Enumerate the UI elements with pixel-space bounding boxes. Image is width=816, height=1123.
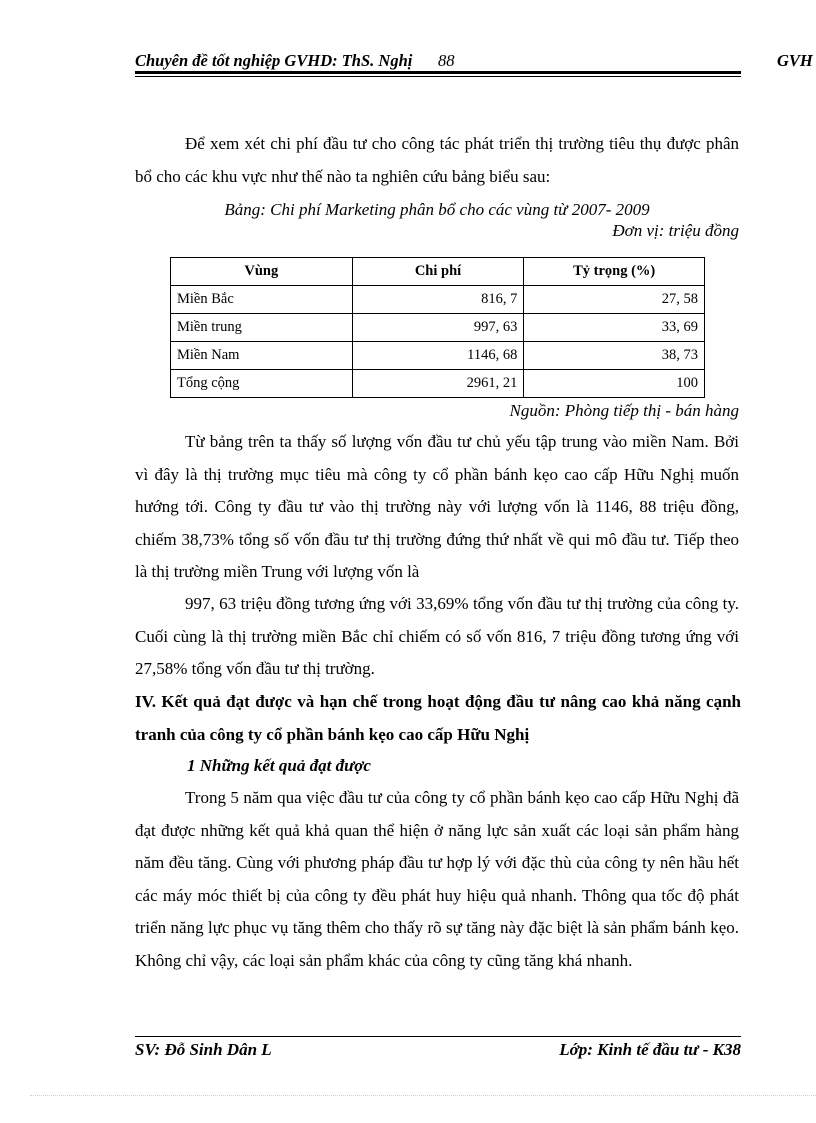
share-cell: 100 [524,370,705,398]
footer-rule [135,1036,741,1037]
results-paragraph [135,782,739,977]
marketing-cost-table [170,257,705,398]
share-cell: 33, 69 [524,314,705,342]
table-row [171,286,705,314]
region-cell: Miền Nam [171,342,353,370]
intro-paragraph [135,128,739,193]
column-header: Tỷ trọng (%) [524,258,705,286]
column-header: Chi phí [352,258,524,286]
cost-cell: 997, 63 [352,314,524,342]
header-rule-thick [135,71,741,74]
footer-class: Lớp: Kinh tế đầu tư - K38 [559,1040,741,1059]
share-cell: 38, 73 [524,342,705,370]
header-right-text: GVH [777,51,813,70]
analysis-text-2: 997, 63 triệu đồng tương ứng với 33,69% tổng vốn đầu tư thị trường của công ty. Cuối cùng là thị trường miền Bắc chỉ chiếm có số vốn 816, 7 triệu đồng tương ứng với 27,58% tổng vốn đầu tư thị trường. [135,594,739,678]
table-source: Nguồn: Phòng tiếp thị - bán hàng [509,401,739,420]
region-cell: Tổng cộng [171,370,353,398]
intro-text: Để xem xét chi phí đầu tư cho công tác phát triển thị trường tiêu thụ được phân bổ cho các khu vực như thế nào ta nghiên cứu bảng biểu sau: [135,134,739,186]
region-cell: Miền Bắc [171,286,353,314]
table-unit: Đơn vị: triệu đồng [612,221,739,240]
header-rule-thin [135,76,741,77]
page-number: 88 [438,51,455,70]
analysis-paragraph-2 [135,588,739,686]
section-heading: IV. Kết quả đạt được và hạn chế trong hoạt động đầu tư nâng cao khả năng cạnh tranh của công ty cổ phần bánh kẹo cao cấp Hữu Nghị [135,692,741,744]
cost-cell: 1146, 68 [352,342,524,370]
table-total-row [171,370,705,398]
page-bottom-divider [30,1095,816,1096]
share-cell: 27, 58 [524,286,705,314]
header-title: Chuyên đề tốt nghiệp GVHD: ThS. Nghị [135,51,413,70]
cost-cell: 816, 7 [352,286,524,314]
section-subheading: 1 Những kết quả đạt được [187,756,371,775]
analysis-paragraph-1 [135,426,739,589]
table-caption: Bảng: Chi phí Marketing phân bổ cho các vùng từ 2007- 2009 [224,200,650,219]
table-row [171,314,705,342]
column-header: Vùng [171,258,353,286]
footer-student: SV: Đỗ Sinh Dân L [135,1040,272,1059]
cost-cell: 2961, 21 [352,370,524,398]
analysis-text-1: Từ bảng trên ta thấy số lượng vốn đầu tư chủ yếu tập trung vào miền Nam. Bởi vì đây là thị trường mục tiêu mà công ty cổ phần bánh kẹo cao cấp Hữu Nghị muốn hướng tới. Công ty đầu tư vào thị trường này với lượng vốn là 1146, 88 triệu đồng, chiếm 38,73% tổng số vốn đầu tư thị trường đứng thứ nhất về qui mô đầu tư. Tiếp theo là thị trường miền Trung với lượng vốn là [135,432,739,581]
table-row [171,342,705,370]
region-cell: Miền trung [171,314,353,342]
results-text: Trong 5 năm qua việc đầu tư của công ty cổ phần bánh kẹo cao cấp Hữu Nghị đã đạt được những kết quả khả quan thể hiện ở năng lực sản xuất các loại sản phẩm hàng năm đều tăng. Cùng với phương pháp đầu tư hợp lý với đặc thù của công ty nên hầu hết các máy móc thiết bị của công ty đều phát huy hiệu quả nhanh. Thông qua tốc độ phát triển năng lực phục vụ tăng thêm cho thấy rõ sự tăng này đặc biệt là sản phẩm bánh kẹo. Không chỉ vậy, các loại sản phẩm khác của công ty cũng tăng khá nhanh. [135,788,739,970]
table-header-row [171,258,705,286]
